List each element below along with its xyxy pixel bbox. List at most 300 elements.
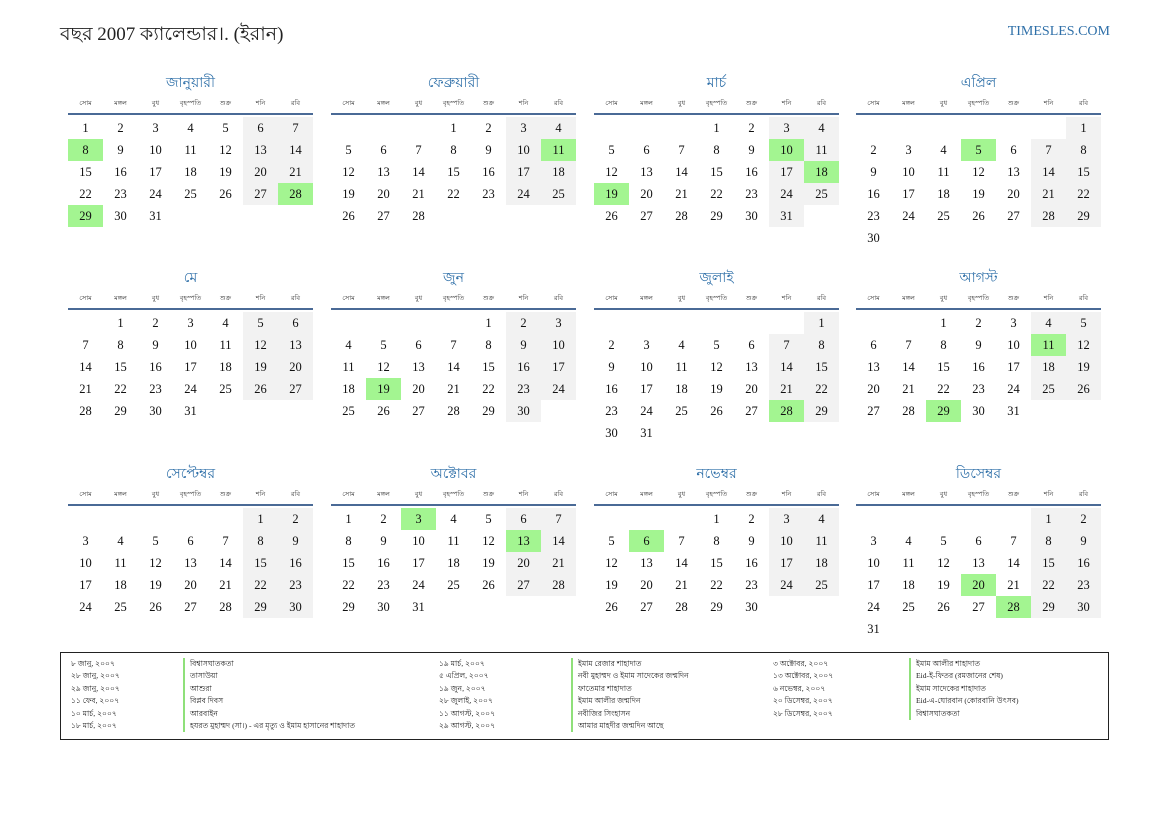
day-cell[interactable]: 28 — [447, 404, 460, 418]
holiday-day-cell[interactable]: 11 — [541, 139, 576, 161]
holiday-day-cell[interactable]: 19 — [366, 378, 401, 400]
day-cell[interactable]: 16 — [377, 556, 390, 570]
day-cell[interactable]: 17 — [412, 556, 425, 570]
day-cell[interactable]: 10 — [506, 139, 541, 161]
day-cell[interactable]: 3 — [541, 312, 576, 334]
day-cell[interactable]: 21 — [769, 378, 804, 400]
day-cell[interactable]: 5 — [380, 338, 387, 352]
day-cell[interactable]: 1 — [713, 512, 720, 526]
holiday-day-cell[interactable]: 6 — [629, 530, 664, 552]
day-cell[interactable]: 9 — [506, 334, 541, 356]
day-cell[interactable]: 19 — [149, 578, 162, 592]
day-cell[interactable]: 12 — [1066, 334, 1101, 356]
day-cell[interactable]: 18 — [541, 161, 576, 183]
day-cell[interactable]: 23 — [745, 187, 758, 201]
day-cell[interactable]: 14 — [1031, 161, 1066, 183]
day-cell[interactable]: 17 — [149, 165, 162, 179]
day-cell[interactable]: 11 — [937, 165, 950, 179]
day-cell[interactable]: 3 — [643, 338, 650, 352]
day-cell[interactable]: 7 — [1010, 534, 1017, 548]
day-cell[interactable]: 21 — [1007, 578, 1020, 592]
day-cell[interactable]: 4 — [940, 143, 947, 157]
day-cell[interactable]: 2 — [278, 508, 313, 530]
day-cell[interactable]: 13 — [640, 165, 653, 179]
day-cell[interactable]: 21 — [447, 382, 460, 396]
day-cell[interactable]: 5 — [345, 143, 352, 157]
day-cell[interactable]: 7 — [278, 117, 313, 139]
day-cell[interactable]: 7 — [82, 338, 89, 352]
day-cell[interactable]: 4 — [678, 338, 685, 352]
day-cell[interactable]: 26 — [149, 600, 162, 614]
day-cell[interactable]: 2 — [975, 316, 982, 330]
day-cell[interactable]: 11 — [804, 139, 839, 161]
day-cell[interactable]: 16 — [114, 165, 127, 179]
day-cell[interactable]: 12 — [605, 556, 618, 570]
day-cell[interactable]: 29 — [342, 600, 355, 614]
day-cell[interactable]: 4 — [222, 316, 229, 330]
day-cell[interactable]: 27 — [243, 183, 278, 205]
day-cell[interactable]: 9 — [748, 534, 755, 548]
day-cell[interactable]: 24 — [769, 574, 804, 596]
day-cell[interactable]: 12 — [937, 556, 950, 570]
day-cell[interactable]: 15 — [243, 552, 278, 574]
day-cell[interactable]: 11 — [804, 530, 839, 552]
day-cell[interactable]: 27 — [184, 600, 197, 614]
day-cell[interactable]: 29 — [114, 404, 127, 418]
day-cell[interactable]: 17 — [902, 187, 915, 201]
holiday-day-cell[interactable]: 19 — [594, 183, 629, 205]
day-cell[interactable]: 25 — [804, 574, 839, 596]
day-cell[interactable]: 26 — [243, 378, 278, 400]
day-cell[interactable]: 27 — [867, 404, 880, 418]
holiday-day-cell[interactable]: 8 — [68, 139, 103, 161]
day-cell[interactable]: 23 — [745, 578, 758, 592]
day-cell[interactable]: 2 — [506, 312, 541, 334]
day-cell[interactable]: 18 — [675, 382, 688, 396]
day-cell[interactable]: 12 — [377, 360, 390, 374]
day-cell[interactable]: 21 — [412, 187, 425, 201]
holiday-day-cell[interactable]: 28 — [278, 183, 313, 205]
day-cell[interactable]: 15 — [1066, 161, 1101, 183]
day-cell[interactable]: 14 — [412, 165, 425, 179]
day-cell[interactable]: 12 — [482, 534, 495, 548]
day-cell[interactable]: 1 — [485, 316, 492, 330]
day-cell[interactable]: 25 — [541, 183, 576, 205]
day-cell[interactable]: 23 — [149, 382, 162, 396]
day-cell[interactable]: 31 — [640, 426, 653, 440]
day-cell[interactable]: 6 — [1010, 143, 1017, 157]
day-cell[interactable]: 22 — [342, 578, 355, 592]
day-cell[interactable]: 5 — [222, 121, 229, 135]
day-cell[interactable]: 16 — [506, 356, 541, 378]
day-cell[interactable]: 16 — [745, 165, 758, 179]
day-cell[interactable]: 1 — [345, 512, 352, 526]
holiday-day-cell[interactable]: 3 — [401, 508, 436, 530]
day-cell[interactable]: 27 — [640, 209, 653, 223]
day-cell[interactable]: 25 — [447, 578, 460, 592]
day-cell[interactable]: 11 — [675, 360, 688, 374]
day-cell[interactable]: 6 — [187, 534, 194, 548]
day-cell[interactable]: 4 — [187, 121, 194, 135]
day-cell[interactable]: 4 — [905, 534, 912, 548]
day-cell[interactable]: 29 — [804, 400, 839, 422]
day-cell[interactable]: 4 — [1031, 312, 1066, 334]
day-cell[interactable]: 2 — [748, 121, 755, 135]
day-cell[interactable]: 17 — [640, 382, 653, 396]
day-cell[interactable]: 18 — [114, 578, 127, 592]
day-cell[interactable]: 1 — [804, 312, 839, 334]
day-cell[interactable]: 22 — [482, 382, 495, 396]
day-cell[interactable]: 20 — [377, 187, 390, 201]
day-cell[interactable]: 7 — [1031, 139, 1066, 161]
day-cell[interactable]: 7 — [678, 143, 685, 157]
day-cell[interactable]: 6 — [380, 143, 387, 157]
holiday-day-cell[interactable]: 10 — [769, 139, 804, 161]
day-cell[interactable]: 17 — [867, 578, 880, 592]
day-cell[interactable]: 28 — [79, 404, 92, 418]
day-cell[interactable]: 17 — [79, 578, 92, 592]
day-cell[interactable]: 23 — [867, 209, 880, 223]
day-cell[interactable]: 7 — [769, 334, 804, 356]
day-cell[interactable]: 2 — [608, 338, 615, 352]
day-cell[interactable]: 1 — [1031, 508, 1066, 530]
day-cell[interactable]: 12 — [605, 165, 618, 179]
day-cell[interactable]: 30 — [506, 400, 541, 422]
day-cell[interactable]: 13 — [640, 556, 653, 570]
day-cell[interactable]: 21 — [79, 382, 92, 396]
day-cell[interactable]: 28 — [412, 209, 425, 223]
day-cell[interactable]: 25 — [184, 187, 197, 201]
day-cell[interactable]: 31 — [1007, 404, 1020, 418]
day-cell[interactable]: 18 — [902, 578, 915, 592]
day-cell[interactable]: 12 — [972, 165, 985, 179]
day-cell[interactable]: 30 — [867, 231, 880, 245]
day-cell[interactable]: 11 — [447, 534, 460, 548]
day-cell[interactable]: 2 — [1066, 508, 1101, 530]
day-cell[interactable]: 25 — [902, 600, 915, 614]
day-cell[interactable]: 21 — [902, 382, 915, 396]
day-cell[interactable]: 6 — [278, 312, 313, 334]
day-cell[interactable]: 26 — [482, 578, 495, 592]
day-cell[interactable]: 25 — [342, 404, 355, 418]
day-cell[interactable]: 18 — [184, 165, 197, 179]
day-cell[interactable]: 26 — [710, 404, 723, 418]
day-cell[interactable]: 29 — [482, 404, 495, 418]
day-cell[interactable]: 6 — [748, 338, 755, 352]
day-cell[interactable]: 20 — [1007, 187, 1020, 201]
day-cell[interactable]: 20 — [184, 578, 197, 592]
day-cell[interactable]: 11 — [219, 338, 232, 352]
day-cell[interactable]: 29 — [710, 209, 723, 223]
day-cell[interactable]: 24 — [867, 600, 880, 614]
day-cell[interactable]: 9 — [485, 143, 492, 157]
day-cell[interactable]: 26 — [972, 209, 985, 223]
day-cell[interactable]: 19 — [482, 556, 495, 570]
day-cell[interactable]: 12 — [149, 556, 162, 570]
day-cell[interactable]: 23 — [114, 187, 127, 201]
day-cell[interactable]: 6 — [506, 508, 541, 530]
day-cell[interactable]: 18 — [937, 187, 950, 201]
day-cell[interactable]: 17 — [506, 161, 541, 183]
day-cell[interactable]: 15 — [1031, 552, 1066, 574]
day-cell[interactable]: 23 — [972, 382, 985, 396]
day-cell[interactable]: 13 — [412, 360, 425, 374]
holiday-day-cell[interactable]: 29 — [68, 205, 103, 227]
day-cell[interactable]: 14 — [902, 360, 915, 374]
day-cell[interactable]: 19 — [219, 165, 232, 179]
holiday-day-cell[interactable]: 20 — [961, 574, 996, 596]
day-cell[interactable]: 7 — [541, 508, 576, 530]
day-cell[interactable]: 6 — [415, 338, 422, 352]
day-cell[interactable]: 10 — [184, 338, 197, 352]
day-cell[interactable]: 12 — [710, 360, 723, 374]
day-cell[interactable]: 10 — [902, 165, 915, 179]
day-cell[interactable]: 27 — [278, 378, 313, 400]
day-cell[interactable]: 3 — [905, 143, 912, 157]
day-cell[interactable]: 9 — [870, 165, 877, 179]
day-cell[interactable]: 12 — [342, 165, 355, 179]
day-cell[interactable]: 8 — [1066, 139, 1101, 161]
day-cell[interactable]: 9 — [380, 534, 387, 548]
day-cell[interactable]: 18 — [219, 360, 232, 374]
day-cell[interactable]: 7 — [678, 534, 685, 548]
day-cell[interactable]: 4 — [541, 117, 576, 139]
holiday-day-cell[interactable]: 18 — [804, 161, 839, 183]
day-cell[interactable]: 10 — [412, 534, 425, 548]
day-cell[interactable]: 22 — [937, 382, 950, 396]
day-cell[interactable]: 30 — [1066, 596, 1101, 618]
day-cell[interactable]: 15 — [79, 165, 92, 179]
day-cell[interactable]: 1 — [940, 316, 947, 330]
day-cell[interactable]: 21 — [675, 187, 688, 201]
day-cell[interactable]: 3 — [870, 534, 877, 548]
day-cell[interactable]: 18 — [342, 382, 355, 396]
day-cell[interactable]: 22 — [710, 187, 723, 201]
day-cell[interactable]: 30 — [972, 404, 985, 418]
day-cell[interactable]: 6 — [643, 143, 650, 157]
day-cell[interactable]: 5 — [485, 512, 492, 526]
day-cell[interactable]: 15 — [482, 360, 495, 374]
day-cell[interactable]: 3 — [82, 534, 89, 548]
day-cell[interactable]: 14 — [675, 165, 688, 179]
day-cell[interactable]: 7 — [415, 143, 422, 157]
day-cell[interactable]: 23 — [1066, 574, 1101, 596]
day-cell[interactable]: 8 — [1031, 530, 1066, 552]
day-cell[interactable]: 18 — [1031, 356, 1066, 378]
day-cell[interactable]: 9 — [1066, 530, 1101, 552]
day-cell[interactable]: 24 — [640, 404, 653, 418]
day-cell[interactable]: 24 — [184, 382, 197, 396]
day-cell[interactable]: 16 — [482, 165, 495, 179]
day-cell[interactable]: 22 — [1066, 183, 1101, 205]
day-cell[interactable]: 13 — [243, 139, 278, 161]
day-cell[interactable]: 9 — [117, 143, 124, 157]
day-cell[interactable]: 10 — [769, 530, 804, 552]
day-cell[interactable]: 30 — [149, 404, 162, 418]
day-cell[interactable]: 15 — [937, 360, 950, 374]
day-cell[interactable]: 16 — [605, 382, 618, 396]
day-cell[interactable]: 5 — [608, 143, 615, 157]
day-cell[interactable]: 26 — [605, 209, 618, 223]
day-cell[interactable]: 25 — [804, 183, 839, 205]
day-cell[interactable]: 31 — [149, 209, 162, 223]
day-cell[interactable]: 11 — [114, 556, 127, 570]
day-cell[interactable]: 23 — [605, 404, 618, 418]
day-cell[interactable]: 20 — [412, 382, 425, 396]
day-cell[interactable]: 25 — [1031, 378, 1066, 400]
day-cell[interactable]: 7 — [222, 534, 229, 548]
day-cell[interactable]: 9 — [975, 338, 982, 352]
day-cell[interactable]: 11 — [342, 360, 355, 374]
day-cell[interactable]: 15 — [804, 356, 839, 378]
day-cell[interactable]: 8 — [243, 530, 278, 552]
day-cell[interactable]: 24 — [541, 378, 576, 400]
day-cell[interactable]: 20 — [243, 161, 278, 183]
day-cell[interactable]: 9 — [152, 338, 159, 352]
day-cell[interactable]: 6 — [870, 338, 877, 352]
day-cell[interactable]: 28 — [1031, 205, 1066, 227]
day-cell[interactable]: 30 — [278, 596, 313, 618]
day-cell[interactable]: 1 — [1066, 117, 1101, 139]
day-cell[interactable]: 8 — [117, 338, 124, 352]
day-cell[interactable]: 20 — [640, 578, 653, 592]
day-cell[interactable]: 14 — [219, 556, 232, 570]
day-cell[interactable]: 1 — [450, 121, 457, 135]
day-cell[interactable]: 19 — [342, 187, 355, 201]
day-cell[interactable]: 27 — [1007, 209, 1020, 223]
day-cell[interactable]: 26 — [377, 404, 390, 418]
day-cell[interactable]: 31 — [412, 600, 425, 614]
day-cell[interactable]: 15 — [447, 165, 460, 179]
day-cell[interactable]: 24 — [412, 578, 425, 592]
day-cell[interactable]: 16 — [149, 360, 162, 374]
day-cell[interactable]: 28 — [675, 209, 688, 223]
day-cell[interactable]: 3 — [769, 508, 804, 530]
holiday-day-cell[interactable]: 28 — [996, 596, 1031, 618]
day-cell[interactable]: 2 — [748, 512, 755, 526]
day-cell[interactable]: 25 — [675, 404, 688, 418]
day-cell[interactable]: 20 — [506, 552, 541, 574]
day-cell[interactable]: 25 — [219, 382, 232, 396]
day-cell[interactable]: 28 — [675, 600, 688, 614]
day-cell[interactable]: 11 — [902, 556, 915, 570]
day-cell[interactable]: 5 — [940, 534, 947, 548]
day-cell[interactable]: 14 — [541, 530, 576, 552]
day-cell[interactable]: 25 — [937, 209, 950, 223]
day-cell[interactable]: 1 — [713, 121, 720, 135]
day-cell[interactable]: 24 — [149, 187, 162, 201]
holiday-day-cell[interactable]: 28 — [769, 400, 804, 422]
day-cell[interactable]: 23 — [377, 578, 390, 592]
day-cell[interactable]: 14 — [447, 360, 460, 374]
day-cell[interactable]: 13 — [278, 334, 313, 356]
day-cell[interactable]: 3 — [769, 117, 804, 139]
day-cell[interactable]: 21 — [541, 552, 576, 574]
day-cell[interactable]: 30 — [745, 209, 758, 223]
day-cell[interactable]: 3 — [1010, 316, 1017, 330]
day-cell[interactable]: 27 — [506, 574, 541, 596]
day-cell[interactable]: 26 — [219, 187, 232, 201]
day-cell[interactable]: 27 — [412, 404, 425, 418]
day-cell[interactable]: 19 — [605, 578, 618, 592]
day-cell[interactable]: 22 — [447, 187, 460, 201]
day-cell[interactable]: 9 — [278, 530, 313, 552]
day-cell[interactable]: 16 — [1066, 552, 1101, 574]
day-cell[interactable]: 22 — [710, 578, 723, 592]
day-cell[interactable]: 17 — [541, 356, 576, 378]
day-cell[interactable]: 29 — [1031, 596, 1066, 618]
day-cell[interactable]: 3 — [152, 121, 159, 135]
day-cell[interactable]: 14 — [1007, 556, 1020, 570]
day-cell[interactable]: 31 — [867, 622, 880, 636]
day-cell[interactable]: 5 — [608, 534, 615, 548]
day-cell[interactable]: 21 — [1031, 183, 1066, 205]
holiday-day-cell[interactable]: 29 — [926, 400, 961, 422]
day-cell[interactable]: 4 — [804, 117, 839, 139]
day-cell[interactable]: 16 — [745, 556, 758, 570]
day-cell[interactable]: 13 — [867, 360, 880, 374]
day-cell[interactable]: 15 — [114, 360, 127, 374]
day-cell[interactable]: 5 — [1066, 312, 1101, 334]
day-cell[interactable]: 21 — [675, 578, 688, 592]
day-cell[interactable]: 19 — [243, 356, 278, 378]
holiday-day-cell[interactable]: 13 — [506, 530, 541, 552]
day-cell[interactable]: 27 — [745, 404, 758, 418]
day-cell[interactable]: 1 — [82, 121, 89, 135]
day-cell[interactable]: 2 — [152, 316, 159, 330]
day-cell[interactable]: 31 — [184, 404, 197, 418]
day-cell[interactable]: 26 — [605, 600, 618, 614]
day-cell[interactable]: 25 — [114, 600, 127, 614]
day-cell[interactable]: 17 — [769, 552, 804, 574]
day-cell[interactable]: 22 — [804, 378, 839, 400]
day-cell[interactable]: 13 — [377, 165, 390, 179]
day-cell[interactable]: 19 — [972, 187, 985, 201]
day-cell[interactable]: 22 — [243, 574, 278, 596]
day-cell[interactable]: 22 — [114, 382, 127, 396]
day-cell[interactable]: 9 — [748, 143, 755, 157]
day-cell[interactable]: 27 — [972, 600, 985, 614]
day-cell[interactable]: 14 — [278, 139, 313, 161]
day-cell[interactable]: 28 — [902, 404, 915, 418]
day-cell[interactable]: 12 — [219, 143, 232, 157]
day-cell[interactable]: 8 — [804, 334, 839, 356]
day-cell[interactable]: 18 — [447, 556, 460, 570]
day-cell[interactable]: 14 — [675, 556, 688, 570]
day-cell[interactable]: 15 — [710, 165, 723, 179]
day-cell[interactable]: 24 — [506, 183, 541, 205]
day-cell[interactable]: 20 — [278, 356, 313, 378]
day-cell[interactable]: 29 — [243, 596, 278, 618]
day-cell[interactable]: 13 — [972, 556, 985, 570]
day-cell[interactable]: 10 — [640, 360, 653, 374]
day-cell[interactable]: 30 — [605, 426, 618, 440]
day-cell[interactable]: 10 — [79, 556, 92, 570]
day-cell[interactable]: 18 — [804, 552, 839, 574]
day-cell[interactable]: 2 — [117, 121, 124, 135]
day-cell[interactable]: 24 — [902, 209, 915, 223]
day-cell[interactable]: 8 — [940, 338, 947, 352]
day-cell[interactable]: 22 — [79, 187, 92, 201]
day-cell[interactable]: 10 — [149, 143, 162, 157]
day-cell[interactable]: 27 — [640, 600, 653, 614]
day-cell[interactable]: 26 — [937, 600, 950, 614]
day-cell[interactable]: 10 — [867, 556, 880, 570]
day-cell[interactable]: 16 — [972, 360, 985, 374]
day-cell[interactable]: 10 — [1007, 338, 1020, 352]
day-cell[interactable]: 22 — [1031, 574, 1066, 596]
day-cell[interactable]: 23 — [278, 574, 313, 596]
